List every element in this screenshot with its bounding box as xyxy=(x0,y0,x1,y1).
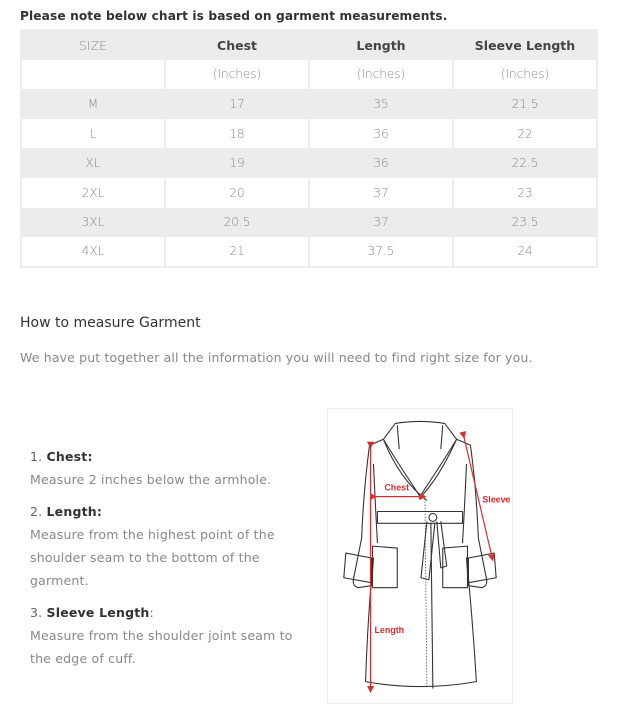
measurement-steps xyxy=(30,446,310,680)
header-chest: Chest xyxy=(165,30,309,60)
chest-cell: 20 xyxy=(165,178,309,208)
table-header-row xyxy=(21,30,597,60)
table-row xyxy=(21,208,597,238)
sleeve-cell: 23 xyxy=(453,178,597,208)
size-chart-table xyxy=(20,29,598,268)
chart-note: Please note below chart is based on garment measurements. xyxy=(20,9,448,23)
unit-cell: (Inches) xyxy=(309,60,453,90)
step-number: 1. xyxy=(30,449,43,464)
chest-label: Chest xyxy=(384,482,410,493)
step-suffix: : xyxy=(149,605,154,620)
length-cell: 36 xyxy=(309,148,453,178)
step-sleeve-length xyxy=(30,602,310,670)
length-label: Length xyxy=(374,625,405,636)
sleeve-cell: 24 xyxy=(453,237,597,267)
step-number: 2. xyxy=(30,504,43,519)
table-row xyxy=(21,148,597,178)
length-cell: 37.5 xyxy=(309,237,453,267)
unit-cell: (Inches) xyxy=(165,60,309,90)
step-label: Length: xyxy=(46,504,103,519)
step-text: Measure from the highest point of the shoulder seam to the bottom of the garment. xyxy=(30,527,275,588)
step-text: Measure 2 inches below the armhole. xyxy=(30,472,272,487)
unit-cell: (Inches) xyxy=(453,60,597,90)
table-row xyxy=(21,119,597,149)
size-cell: 3XL xyxy=(21,208,165,238)
step-length xyxy=(30,501,310,592)
length-cell: 36 xyxy=(309,119,453,149)
robe-measurement-diagram xyxy=(327,408,513,704)
step-label: Chest: xyxy=(46,449,93,464)
header-length: Length xyxy=(309,30,453,60)
table-units-row xyxy=(21,60,597,90)
size-cell: 2XL xyxy=(21,178,165,208)
chest-cell: 19 xyxy=(165,148,309,178)
step-chest xyxy=(30,446,310,491)
header-size: SIZE xyxy=(21,30,165,60)
size-cell: M xyxy=(21,89,165,119)
header-sleeve-length: Sleeve Length xyxy=(453,30,597,60)
chest-cell: 21 xyxy=(165,237,309,267)
table-row xyxy=(21,89,597,119)
how-to-measure-subtitle: We have put together all the information you will need to find right size for you. xyxy=(20,350,533,365)
sleeve-cell: 23.5 xyxy=(453,208,597,238)
sleeve-label: Sleeve xyxy=(482,494,511,505)
length-cell: 35 xyxy=(309,89,453,119)
sleeve-cell: 22 xyxy=(453,119,597,149)
size-cell: XL xyxy=(21,148,165,178)
chest-cell: 20.5 xyxy=(165,208,309,238)
length-cell: 37 xyxy=(309,208,453,238)
how-to-measure-title: How to measure Garment xyxy=(20,315,201,331)
robe-illustration-icon xyxy=(328,409,512,703)
size-cell: 4XL xyxy=(21,237,165,267)
length-cell: 37 xyxy=(309,178,453,208)
chest-cell: 18 xyxy=(165,119,309,149)
sleeve-cell: 21.5 xyxy=(453,89,597,119)
step-number: 3. xyxy=(30,605,43,620)
table-row xyxy=(21,237,597,267)
unit-cell xyxy=(21,60,165,90)
step-text: Measure from the shoulder joint seam to the edge of cuff. xyxy=(30,628,293,666)
size-cell: L xyxy=(21,119,165,149)
sleeve-cell: 22.5 xyxy=(453,148,597,178)
step-label: Sleeve Length xyxy=(46,605,150,620)
table-row xyxy=(21,178,597,208)
chest-cell: 17 xyxy=(165,89,309,119)
